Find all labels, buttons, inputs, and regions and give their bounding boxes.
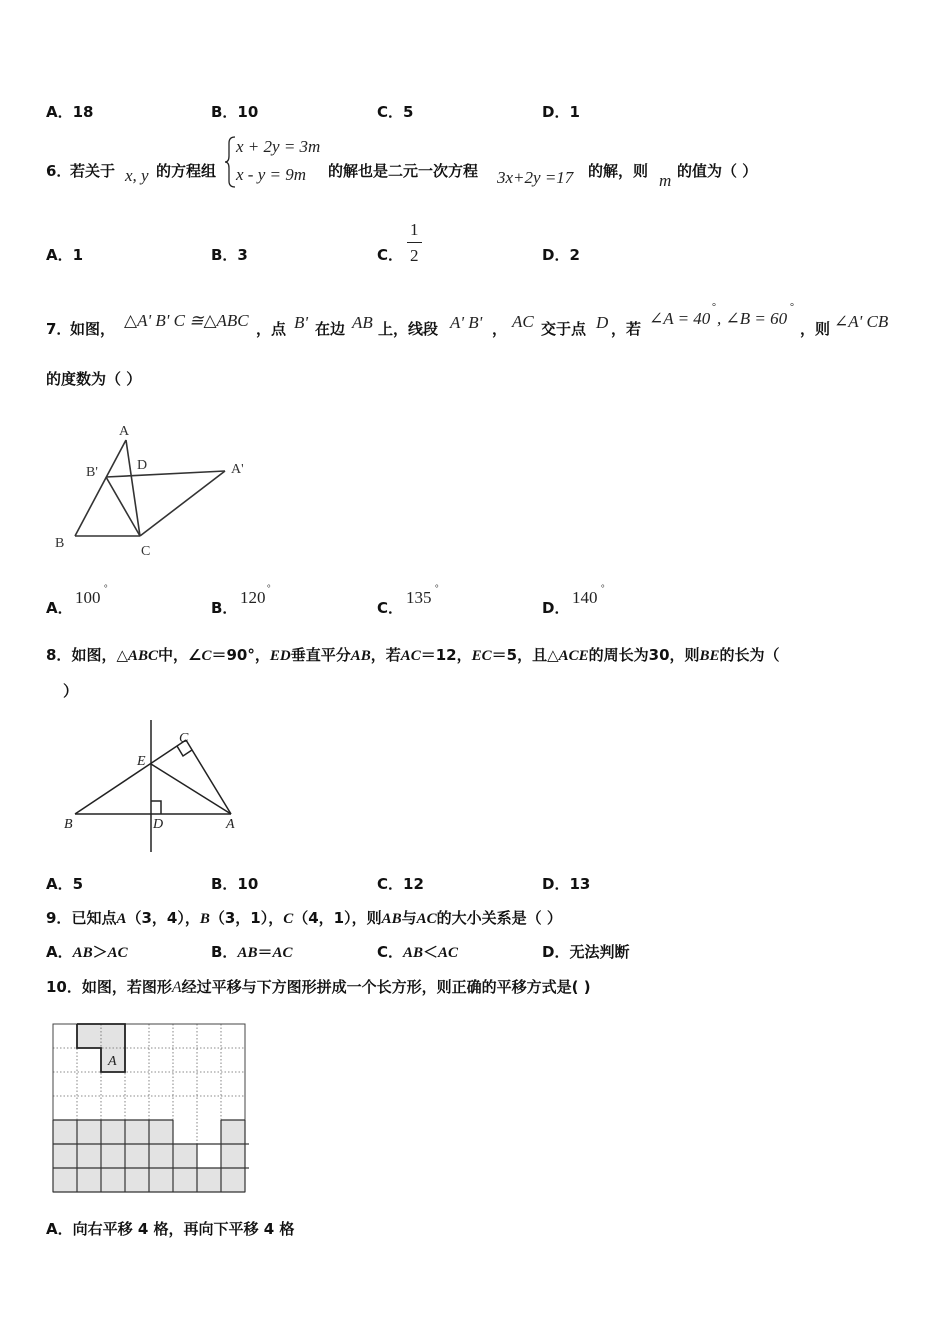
q8-ab: AB <box>350 648 371 664</box>
q9-text-1: 已知点 <box>71 909 117 927</box>
q8-text-5: ，若 <box>370 646 401 664</box>
q5-option-d: D．1 <box>542 103 580 121</box>
q7-text-5: ， <box>492 320 508 338</box>
q7-option-a-degree: ° <box>104 583 108 593</box>
q6-number: 6． <box>46 162 72 180</box>
q9-text-4: （4，1），则 <box>293 909 382 927</box>
q7-option-d-label: D． <box>542 599 570 617</box>
q7-text-4: 上，线段 <box>378 320 439 338</box>
q7-fig-label-a: A <box>119 424 130 439</box>
q7-text-3: 在边 <box>315 320 346 338</box>
q9-option-d: D．无法判断 <box>542 943 630 961</box>
q6-fraction-bar <box>407 242 422 243</box>
q7-angle-a: ∠A = 40 <box>649 309 711 328</box>
q6-text-2: 的方程组 <box>156 162 217 180</box>
q9-option-c <box>377 942 458 963</box>
q7-d: D <box>596 313 609 332</box>
q7-option-b-label: B． <box>211 599 238 617</box>
q10-a: A <box>171 979 182 996</box>
q5-option-b: B．10 <box>211 103 259 121</box>
q9-ac: AC <box>416 911 437 927</box>
q7-degree-2: ° <box>790 302 794 313</box>
q6-fraction-denominator: 2 <box>410 246 419 265</box>
q10-grid-figure <box>50 1021 250 1196</box>
q9-text-6: 的大小关系是（ ） <box>436 909 562 927</box>
q9-option-b <box>211 942 292 963</box>
q6-option-b: B．3 <box>211 246 248 264</box>
q7-fig-label-b: B <box>55 536 65 551</box>
q8-fig-label-d: D <box>153 817 164 832</box>
q7-bp: B' <box>294 313 309 332</box>
q7-option-c-degree: ° <box>435 583 439 593</box>
q7-text-7: ，若 <box>611 320 642 338</box>
q8-fig-label-b: B <box>64 817 73 832</box>
q6-text-1: 若关于 <box>70 162 116 180</box>
q6-m-var: m <box>659 171 672 190</box>
q8-number: 8． <box>46 646 72 664</box>
q9-text-5: 与 <box>401 909 417 927</box>
q8-figure <box>55 718 255 856</box>
q8-text-9: 的长为（ <box>719 646 780 664</box>
q6-text-3: 的解也是二元一次方程 <box>328 162 479 180</box>
q8-ac: AC <box>400 648 421 664</box>
q8-ec: EC <box>471 648 492 664</box>
q8-fig-label-a: A <box>226 817 235 832</box>
q7-option-d-value: 140 <box>572 588 598 607</box>
q7-fig-label-ap: A' <box>231 462 244 477</box>
q7-number: 7． <box>46 320 72 338</box>
q10-number: 10． <box>46 978 82 996</box>
q7-text-2: ，点 <box>256 320 287 338</box>
q9-text-3: （3，1）， <box>209 909 284 927</box>
q6-option-c-label: C． <box>377 246 404 264</box>
q9-option-a-left: AB <box>72 945 93 961</box>
q9-option-c-left: AB <box>403 945 424 961</box>
q8-text-6: ＝12， <box>420 646 472 664</box>
q9-b: B <box>199 911 210 927</box>
q5-option-a: A．18 <box>46 103 94 121</box>
q6-equation-3: 3x+2y =17 <box>497 168 574 187</box>
q7-text-6: 交于点 <box>541 320 587 338</box>
q9-option-a-label: A． <box>46 943 73 961</box>
q6-equation-2: x - y = 9m <box>236 165 307 184</box>
q8-text-1: 如图，△ <box>71 646 128 664</box>
q9-option-c-right: AC <box>438 945 459 961</box>
q9-c: C <box>283 911 294 927</box>
q9-option-a <box>46 942 128 963</box>
q9-option-a-op: ＞ <box>92 943 108 961</box>
q10-option-a: A．向右平移 4 格，再向下平移 4 格 <box>46 1220 295 1238</box>
q6-text-4: 的解，则 <box>588 162 649 180</box>
q8-be: BE <box>699 648 720 664</box>
q10-fig-label-a: A <box>108 1054 117 1069</box>
q7-ab: AB <box>352 313 373 332</box>
q8-text-4: 垂直平分 <box>290 646 351 664</box>
q6-fraction-numerator: 1 <box>410 220 419 239</box>
q7-text-8: ，则 <box>800 320 831 338</box>
q8-text-7: ＝5，且△ <box>491 646 559 664</box>
q8-text-2: 中，∠ <box>158 646 202 664</box>
q8-ace: ACE <box>558 648 589 664</box>
q9-option-b-right: AC <box>272 945 293 961</box>
q7-congruence: △A' B' C ≅△ABC <box>124 311 249 330</box>
q8-ed: ED <box>269 648 291 664</box>
q8-option-a: A．5 <box>46 875 84 893</box>
q8-c: C <box>201 648 212 664</box>
q8-text <box>46 645 780 666</box>
q9-text-2: （3，4）， <box>126 909 200 927</box>
q7-target-angle: ∠A' CB <box>834 312 889 331</box>
q10-text-2: 经过平移与下方图形拼成一个长方形，则正确的平移方式是( ) <box>181 978 591 996</box>
q8-fig-label-c: C <box>179 731 189 746</box>
q8-text-8: 的周长为30，则 <box>588 646 700 664</box>
q9-a: A <box>116 911 127 927</box>
q7-apbp: A' B' <box>450 313 483 332</box>
q6-equation-1: x + 2y = 3m <box>236 137 321 156</box>
q7-figure <box>50 418 260 564</box>
q10-text <box>46 977 591 998</box>
q9-text <box>46 908 562 929</box>
q9-option-b-left: AB <box>237 945 258 961</box>
q8-option-b: B．10 <box>211 875 259 893</box>
q7-option-b-value: 120 <box>240 588 266 607</box>
q6-vars: x, y <box>125 166 149 185</box>
q7-ac: AC <box>512 312 534 331</box>
q7-option-d-degree: ° <box>601 583 605 593</box>
q7-degree-1: ° <box>712 302 716 313</box>
q8-abc: ABC <box>127 648 158 664</box>
q9-option-c-label: C． <box>377 943 404 961</box>
q8-text-3: ＝90°， <box>211 646 270 664</box>
q6-option-a: A．1 <box>46 246 84 264</box>
q7-option-b-degree: ° <box>267 583 271 593</box>
q8-option-d: D．13 <box>542 875 591 893</box>
q7-fig-label-d: D <box>137 458 148 473</box>
q7-text-1: 如图， <box>70 320 116 338</box>
q7-fig-label-bp: B' <box>86 465 98 480</box>
q8-option-c: C．12 <box>377 875 424 893</box>
q5-option-c: C．5 <box>377 103 414 121</box>
q7-option-c-label: C． <box>377 599 404 617</box>
q8-text-line2: ） <box>63 682 79 700</box>
q7-option-a-value: 100 <box>75 588 101 607</box>
q9-option-b-op: ＝ <box>257 943 273 961</box>
q9-ab: AB <box>381 911 402 927</box>
q6-text-5: 的值为（ ） <box>677 162 758 180</box>
q7-text-line2: 的度数为（ ） <box>46 370 142 388</box>
q7-fig-label-c: C <box>141 544 151 559</box>
q9-number: 9． <box>46 909 72 927</box>
q9-option-b-label: B． <box>211 943 238 961</box>
q7-option-a-label: A． <box>46 599 73 617</box>
q10-text-1: 如图，若图形 <box>81 978 172 996</box>
q7-angle-b: , ∠B = 60 <box>717 309 788 328</box>
q7-option-c-value: 135 <box>406 588 432 607</box>
q9-option-a-right: AC <box>107 945 128 961</box>
q9-option-c-op: ＜ <box>423 943 439 961</box>
q6-option-d: D．2 <box>542 246 580 264</box>
q8-fig-label-e: E <box>137 754 146 769</box>
